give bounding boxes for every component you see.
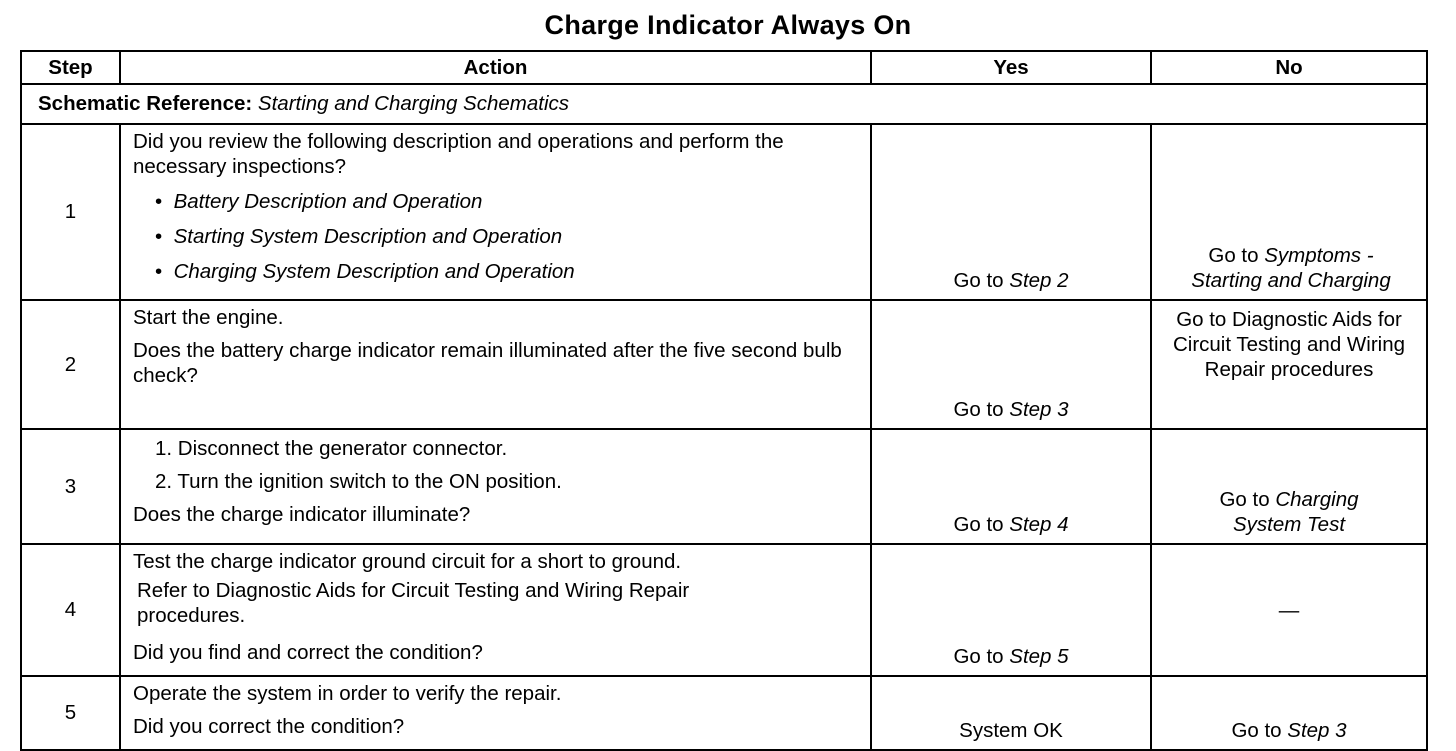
header-no: No: [1151, 51, 1427, 84]
table-row: [21, 124, 1427, 300]
header-action: Action: [120, 51, 871, 84]
bullet-text: Starting System Description and Operation: [173, 225, 563, 248]
bullet-item: • Battery Description and Operation: [155, 190, 483, 213]
no-dash: —: [1278, 598, 1300, 622]
no-prefix: Go to: [1208, 244, 1259, 267]
yes-step-ref: Step 2: [1009, 269, 1069, 292]
header-row: [21, 51, 1427, 84]
schematic-label: Schematic Reference:: [38, 92, 253, 115]
yes-cell: [871, 300, 1151, 429]
action-text: Did you correct the condition?: [133, 715, 405, 738]
yes-prefix: Go to: [953, 513, 1004, 536]
no-ref: Step 3: [1287, 719, 1347, 742]
action-cell: [120, 429, 871, 544]
table-row: [21, 300, 1427, 429]
action-cell: [120, 676, 871, 750]
action-cell: [120, 124, 871, 300]
page-title: Charge Indicator Always On: [544, 10, 912, 40]
schematic-reference: [21, 84, 1427, 124]
no-prefix: Go to: [1219, 488, 1270, 511]
schematic-link: Starting and Charging Schematics: [257, 92, 570, 115]
yes-cell: [871, 124, 1151, 300]
table-row: [21, 544, 1427, 676]
action-text: Test the charge indicator ground circuit for a short to ground.: [133, 550, 682, 573]
action-text: Does the charge indicator illuminate?: [133, 503, 471, 526]
action-text: Does the battery charge indicator remain illuminated after the five second bulb check?: [133, 339, 842, 387]
yes-cell: [871, 544, 1151, 676]
table-row: [21, 676, 1427, 750]
action-cell: [120, 544, 871, 676]
step-number: 2: [21, 300, 120, 429]
bullet-text: Battery Description and Operation: [173, 190, 483, 213]
step-number: 5: [21, 676, 120, 750]
diagnostic-table: [20, 50, 1428, 751]
no-cell: [1151, 124, 1427, 300]
no-cell: [1151, 429, 1427, 544]
numbered-step: 1. Disconnect the generator connector.: [155, 437, 508, 460]
no-cell: [1151, 544, 1427, 676]
step-number: 4: [21, 544, 120, 676]
schematic-row: [21, 84, 1427, 124]
action-text: Start the engine.: [133, 306, 284, 329]
bullet-item: • Charging System Description and Operation: [155, 260, 575, 283]
step-number: 1: [21, 124, 120, 300]
bullet-item: • Starting System Description and Operation: [155, 225, 563, 248]
yes-cell: [871, 676, 1151, 750]
yes-prefix: Go to: [953, 398, 1004, 421]
yes-step-ref: Step 5: [1009, 645, 1069, 668]
action-text: Did you find and correct the condition?: [133, 641, 483, 664]
action-text: Did you review the following description and operations and perform the necessary inspections?: [133, 130, 784, 178]
yes-prefix: Go to: [953, 269, 1004, 292]
header-yes: Yes: [871, 51, 1151, 84]
no-cell: [1151, 676, 1427, 750]
numbered-step: 2. Turn the ignition switch to the ON position.: [155, 470, 562, 493]
action-text: Refer to Diagnostic Aids for Circuit Testing and Wiring Repair procedures.: [137, 579, 690, 627]
no-ref: Charging System Test: [1232, 488, 1359, 536]
step-number: 3: [21, 429, 120, 544]
no-cell: [1151, 300, 1427, 429]
action-cell: [120, 300, 871, 429]
table-row: [21, 429, 1427, 544]
yes-cell: [871, 429, 1151, 544]
yes-step-ref: Step 3: [1009, 398, 1069, 421]
yes-prefix: Go to: [953, 645, 1004, 668]
action-text: Operate the system in order to verify the repair.: [133, 682, 562, 705]
bullet-text: Charging System Description and Operation: [173, 260, 575, 283]
yes-text: System OK: [959, 719, 1063, 742]
no-ref: Symptoms - Starting and Charging: [1191, 244, 1391, 292]
yes-step-ref: Step 4: [1009, 513, 1069, 536]
header-step: Step: [21, 51, 120, 84]
no-prefix: Go to: [1231, 719, 1282, 742]
no-text: Go to Diagnostic Aids for Circuit Testing and Wiring Repair procedures: [1172, 308, 1406, 381]
